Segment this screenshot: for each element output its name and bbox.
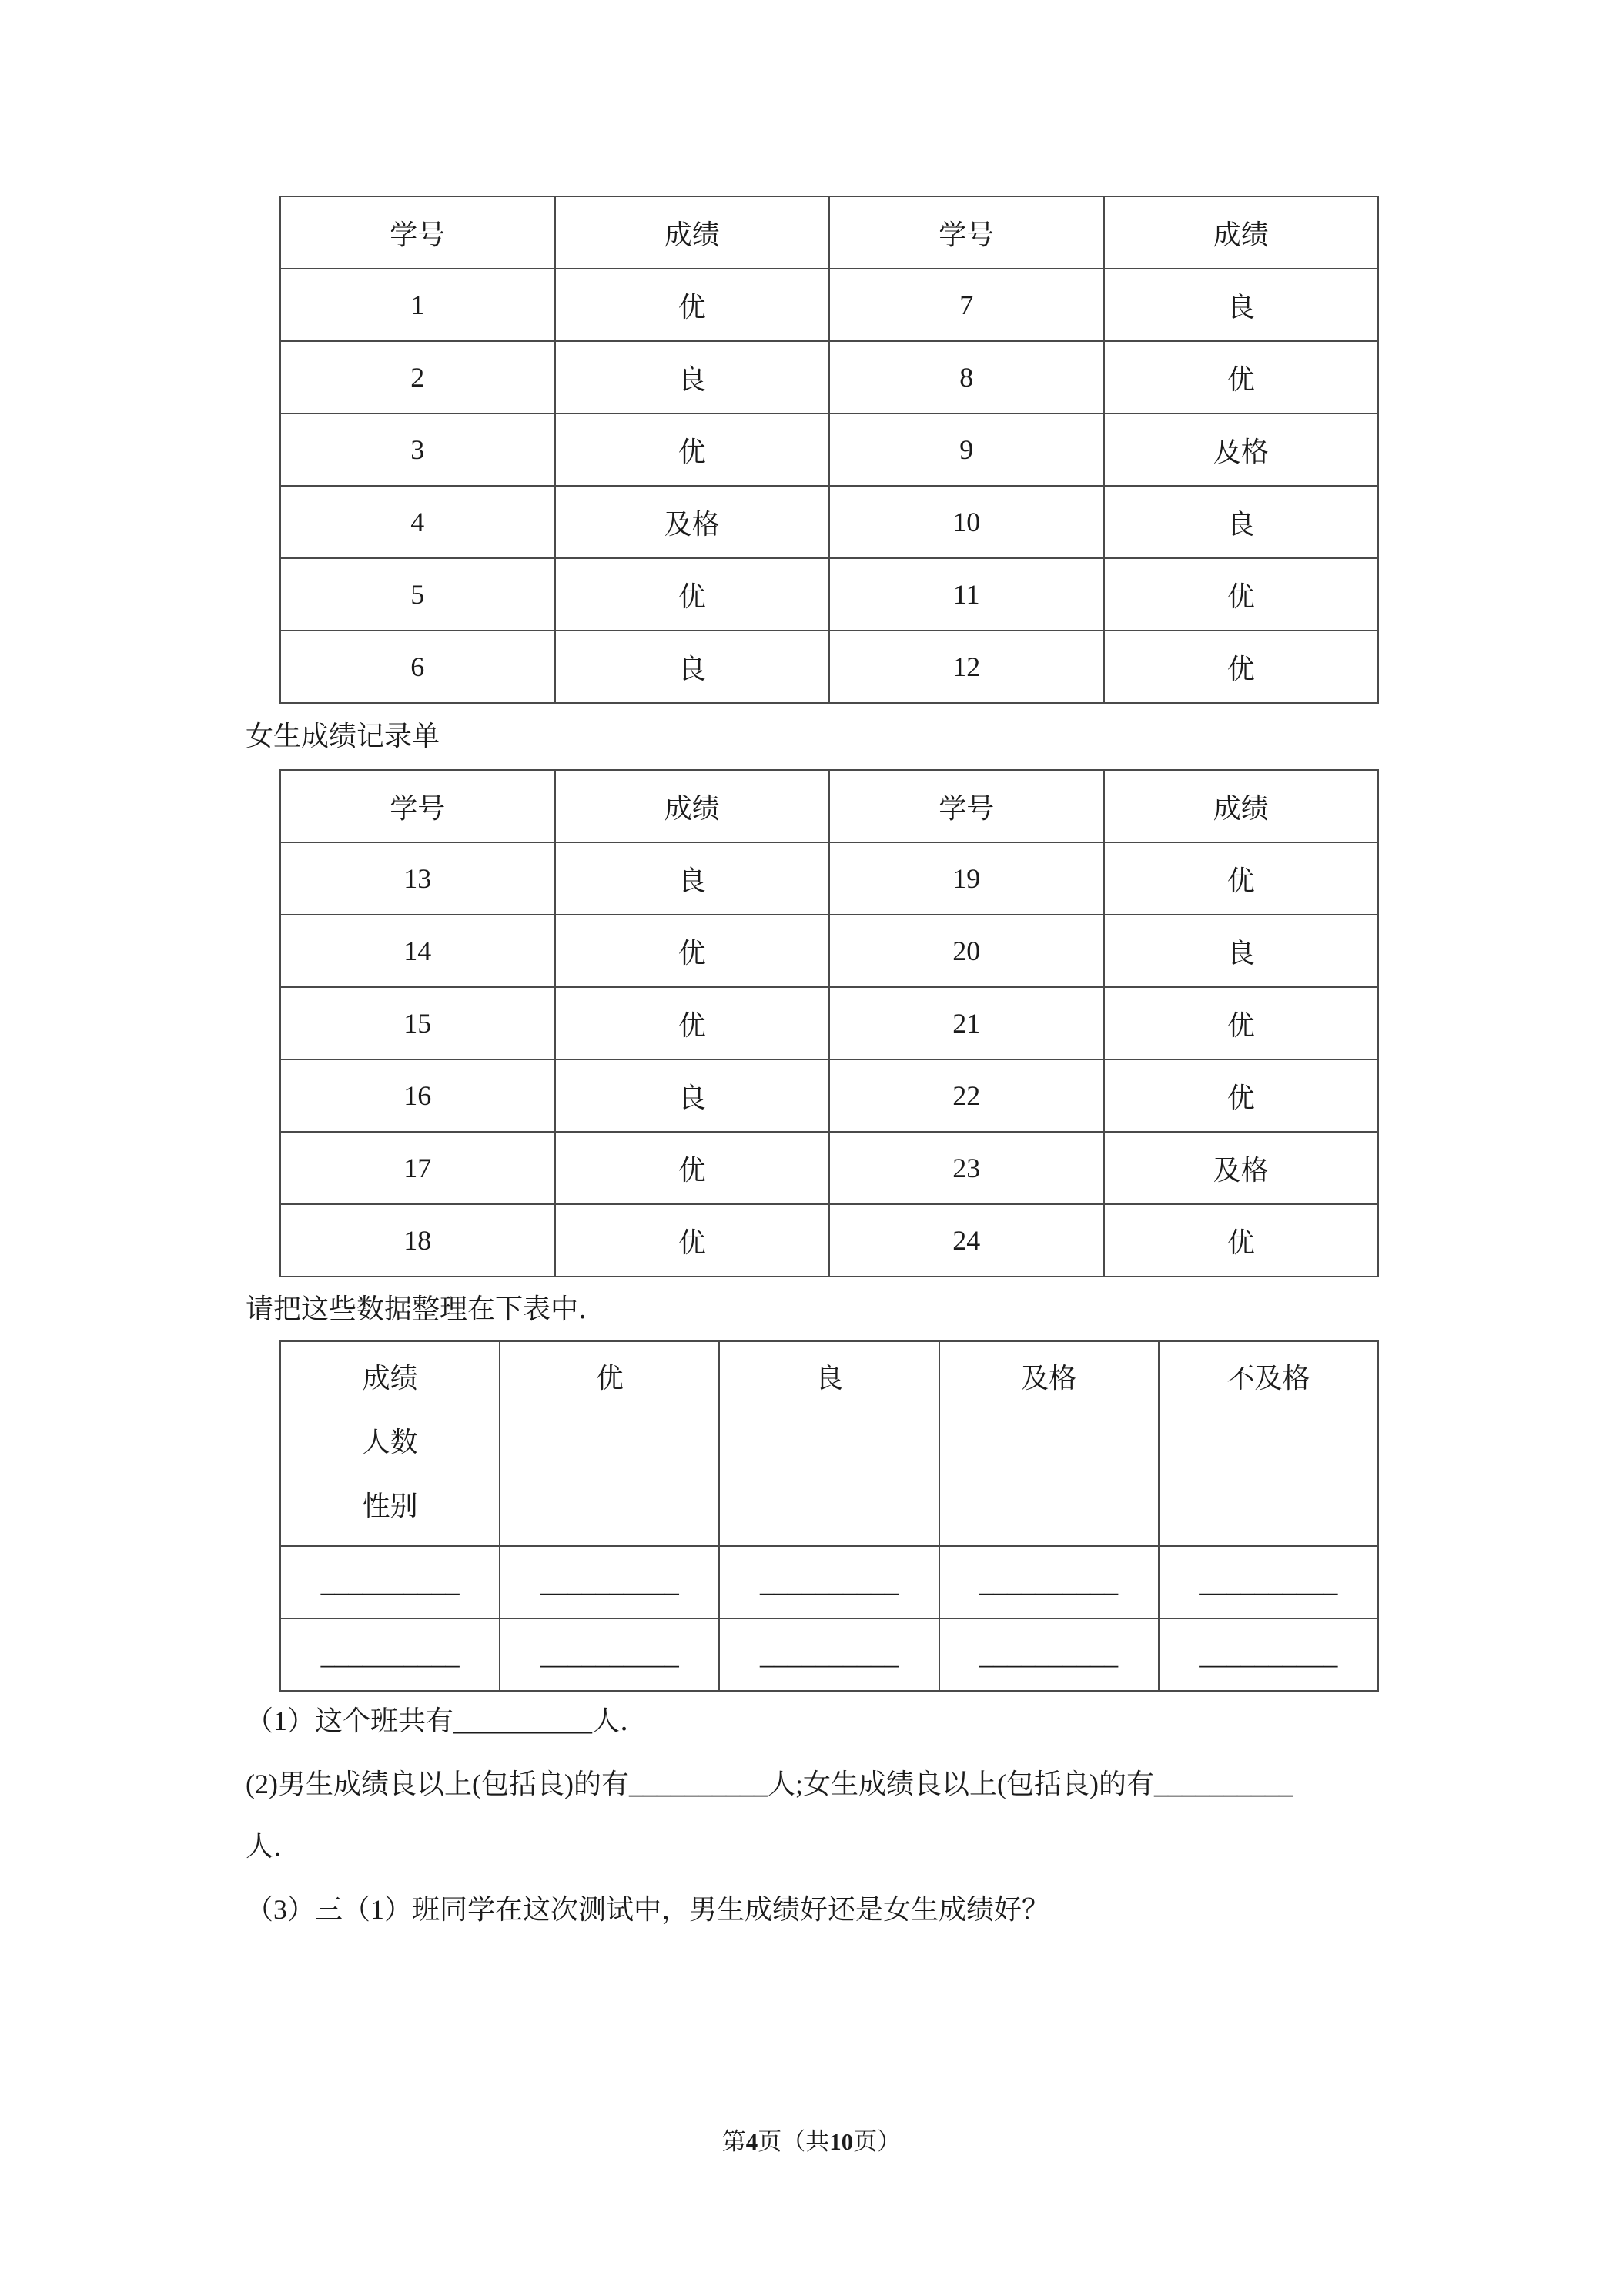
student-id-cell: 19 <box>829 842 1104 915</box>
student-id-cell: 18 <box>280 1204 555 1277</box>
grade-cell: 优 <box>555 987 830 1059</box>
table-row <box>280 915 1378 987</box>
column-header-good: 良 <box>719 1341 939 1546</box>
student-id-cell: 20 <box>829 915 1104 987</box>
student-id-cell: 3 <box>280 413 555 486</box>
blank-cell <box>939 1618 1159 1691</box>
answer-blank: __________ <box>453 1705 593 1736</box>
corner-label-grade: 成绩 <box>362 1363 418 1394</box>
grade-cell: 优 <box>555 269 830 341</box>
page-footer <box>0 2125 1623 2159</box>
column-header-grade: 成绩 <box>555 196 830 269</box>
column-header-student-id: 学号 <box>829 196 1104 269</box>
student-id-cell: 12 <box>829 631 1104 703</box>
table-row <box>280 413 1378 486</box>
header-row <box>280 770 1378 842</box>
question-1 <box>246 1702 648 1740</box>
grade-cell: 优 <box>1104 341 1379 413</box>
column-header-excellent: 优 <box>500 1341 719 1546</box>
boys-score-table <box>279 196 1379 704</box>
grade-cell: 良 <box>555 842 830 915</box>
grade-cell: 优 <box>1104 1059 1379 1132</box>
grade-cell: 优 <box>1104 1204 1379 1277</box>
answer-blank: __________ <box>628 1769 768 1799</box>
blank-cell <box>500 1618 719 1691</box>
table-row <box>280 341 1378 413</box>
question-1-suffix: 人． <box>592 1705 648 1736</box>
answer-blank: __________ <box>540 1567 679 1598</box>
table-row <box>280 1546 1378 1618</box>
grade-cell: 优 <box>1104 558 1379 631</box>
grade-cell: 优 <box>1104 842 1379 915</box>
student-id-cell: 16 <box>280 1059 555 1132</box>
column-header-grade: 成绩 <box>1104 770 1379 842</box>
column-header-student-id: 学号 <box>829 770 1104 842</box>
student-id-cell: 4 <box>280 486 555 558</box>
student-id-cell: 22 <box>829 1059 1104 1132</box>
corner-header-cell <box>280 1341 500 1546</box>
table-row <box>280 486 1378 558</box>
table-row <box>280 631 1378 703</box>
column-header-fail: 不及格 <box>1159 1341 1378 1546</box>
footer-suffix: 页） <box>853 2128 902 2155</box>
grade-cell: 良 <box>555 341 830 413</box>
answer-blank: __________ <box>759 1567 899 1598</box>
question-1-text: （1）这个班共有 <box>246 1705 454 1736</box>
grade-cell: 良 <box>1104 486 1379 558</box>
answer-blank: __________ <box>1199 1639 1338 1670</box>
grade-cell: 优 <box>555 915 830 987</box>
answer-blank: __________ <box>320 1639 460 1670</box>
current-page-number: 4 <box>745 2128 758 2155</box>
grade-cell: 优 <box>555 413 830 486</box>
answer-blank: __________ <box>540 1639 679 1670</box>
grade-cell: 良 <box>555 631 830 703</box>
grade-cell: 优 <box>555 1132 830 1204</box>
student-id-cell: 13 <box>280 842 555 915</box>
student-id-cell: 24 <box>829 1204 1104 1277</box>
corner-label-gender: 性别 <box>362 1491 418 1521</box>
grade-cell: 优 <box>555 1204 830 1277</box>
column-header-pass: 及格 <box>939 1341 1159 1546</box>
answer-blank: __________ <box>979 1639 1119 1670</box>
girls-score-table <box>279 769 1379 1277</box>
grade-cell: 优 <box>1104 631 1379 703</box>
table-row <box>280 1618 1378 1691</box>
summary-table <box>279 1340 1379 1692</box>
table-row <box>280 558 1378 631</box>
student-id-cell: 9 <box>829 413 1104 486</box>
instruction-text: 请把这些数据整理在下表中． <box>246 1294 607 1324</box>
question-2-continuation: 人． <box>246 1831 302 1862</box>
header-row <box>280 1341 1378 1546</box>
answer-blank: __________ <box>320 1567 460 1598</box>
blank-cell <box>280 1618 500 1691</box>
blank-cell <box>1159 1546 1378 1618</box>
column-header-student-id: 学号 <box>280 196 555 269</box>
question-3: （3）三（1）班同学在这次测试中，男生成绩好还是女生成绩好？ <box>246 1894 1050 1925</box>
grade-cell: 良 <box>1104 269 1379 341</box>
table-row <box>280 842 1378 915</box>
student-id-cell: 5 <box>280 558 555 631</box>
footer-middle: 页（共 <box>758 2128 830 2155</box>
student-id-cell: 10 <box>829 486 1104 558</box>
corner-label-count: 人数 <box>362 1427 418 1458</box>
student-id-cell: 21 <box>829 987 1104 1059</box>
student-id-cell: 11 <box>829 558 1104 631</box>
total-page-count: 10 <box>829 2128 854 2155</box>
student-id-cell: 6 <box>280 631 555 703</box>
grade-cell: 良 <box>555 1059 830 1132</box>
student-id-cell: 2 <box>280 341 555 413</box>
column-header-grade: 成绩 <box>555 770 830 842</box>
student-id-cell: 23 <box>829 1132 1104 1204</box>
grade-cell: 及格 <box>1104 1132 1379 1204</box>
student-id-cell: 1 <box>280 269 555 341</box>
grade-cell: 优 <box>1104 987 1379 1059</box>
table-row <box>280 1132 1378 1204</box>
blank-cell <box>1159 1618 1378 1691</box>
student-id-cell: 14 <box>280 915 555 987</box>
answer-blank: __________ <box>759 1639 899 1670</box>
blank-cell <box>719 1546 939 1618</box>
footer-prefix: 第 <box>721 2128 746 2155</box>
blank-cell <box>500 1546 719 1618</box>
table-row <box>280 1059 1378 1132</box>
grade-cell: 优 <box>555 558 830 631</box>
student-id-cell: 8 <box>829 341 1104 413</box>
blank-cell <box>719 1618 939 1691</box>
answer-blank: __________ <box>1199 1567 1338 1598</box>
blank-cell <box>939 1546 1159 1618</box>
answer-blank: __________ <box>979 1567 1119 1598</box>
grade-cell: 及格 <box>1104 413 1379 486</box>
table-row <box>280 269 1378 341</box>
student-id-cell: 15 <box>280 987 555 1059</box>
blank-cell <box>280 1546 500 1618</box>
question-2-text-part1: (2)男生成绩良以上(包括良)的有 <box>246 1769 629 1799</box>
girls-record-title: 女生成绩记录单 <box>246 721 440 751</box>
header-row <box>280 196 1378 269</box>
question-2-text-part2: 人;女生成绩良以上(包括良)的有 <box>767 1769 1154 1799</box>
column-header-grade: 成绩 <box>1104 196 1379 269</box>
table-row <box>280 987 1378 1059</box>
grade-cell: 及格 <box>555 486 830 558</box>
table-row <box>280 1204 1378 1277</box>
question-2 <box>246 1765 1293 1803</box>
grade-cell: 良 <box>1104 915 1379 987</box>
column-header-student-id: 学号 <box>280 770 555 842</box>
student-id-cell: 17 <box>280 1132 555 1204</box>
answer-blank: __________ <box>1153 1769 1293 1799</box>
student-id-cell: 7 <box>829 269 1104 341</box>
